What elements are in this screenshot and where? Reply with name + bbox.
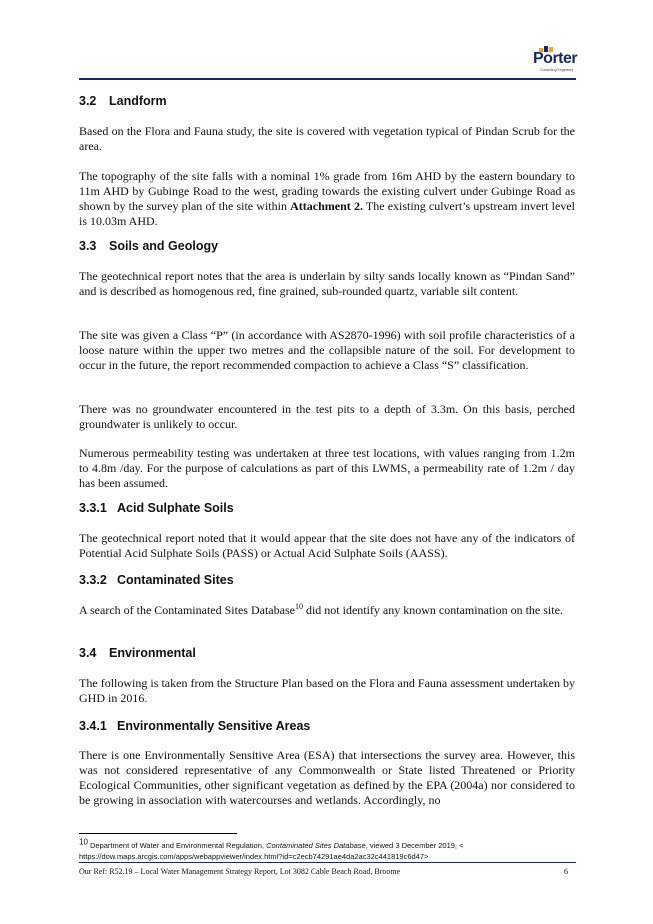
environmental-paragraph: The following is taken from the Structure Plan based on the Flora and Fauna assessment undertaken by GHD in 2016. <box>79 676 575 705</box>
section-heading-3-4: 3.4 Environmental <box>79 646 196 660</box>
section-heading-3-4-1: 3.4.1 Environmentally Sensitive Areas <box>79 719 311 733</box>
landform-paragraph-1: Based on the Flora and Fauna study, the site is covered with vegetation typical of Pindan Scrub for the area. <box>79 124 575 153</box>
logo-wordmark: Porter <box>533 50 578 67</box>
porter-logo <box>533 46 577 76</box>
soils-paragraph-1: The geotechnical report notes that the area is underlain by silty sands locally known as “Pindan Sand” and is described as homogenous red, fine grained, sub-rounded quartz, variable silt content. <box>79 269 575 298</box>
page-footer <box>79 867 576 876</box>
section-heading-3-3-1: 3.3.1 Acid Sulphate Soils <box>79 501 234 515</box>
footnote-10: $^{10}$ Department of Water and Environmental Regulation, Contaminated Sites Database, viewed 3 December 2019, < https://dow.maps.arcgis.com/apps/webappviewer/index.html?id=c2ecb74291ae4da2ac32c441819c6d47> <box>79 837 464 861</box>
header-rule <box>79 78 576 80</box>
section-heading-3-2: 3.2 Landform <box>79 94 167 108</box>
soils-paragraph-4: Numerous permeability testing was undertaken at three test locations, with values ranging from 1.2m to 4.8m /day. For the purpose of calculations as part of this LWMS, a permeability rate of 1.2m / day has been assumed. <box>79 446 575 490</box>
logo-tagline: Consulting Engineers <box>540 68 574 72</box>
page-number: 6 <box>564 867 568 876</box>
footnote-url-link[interactable]: https://dow.maps.arcgis.com/apps/webappviewer/index.html?id=c2ecb74291ae4da2ac32c441819c6d47> <box>79 852 429 861</box>
section-heading-3-3: 3.3 Soils and Geology <box>79 239 219 253</box>
soils-paragraph-2: The site was given a Class “P” (in accordance with AS2870-1996) with soil profile characteristics of a loose nature within the upper two metres and the collapsible nature of the soil. For development to occur in the future, the report recommended compaction to achieve a Class “S” classification. <box>79 328 575 372</box>
contaminated-sites-paragraph: A search of the Contaminated Sites Database$^{10}$ did not identify any known contamination on the site. <box>79 602 563 617</box>
acid-sulphate-paragraph: The geotechnical report noted that it would appear that the site does not have any of the indicators of Potential Acid Sulphate Soils (PASS) or Actual Acid Sulphate Soils (AASS). <box>79 531 575 560</box>
footnote-ref-10[interactable]: 10 <box>294 602 303 611</box>
footnote-rule <box>79 833 237 834</box>
soils-paragraph-3: There was no groundwater encountered in the test pits to a depth of 3.3m. On this basis, perched groundwater is unlikely to occur. <box>79 402 575 431</box>
footer-reference: Our Ref: R52.19 – Local Water Management Strategy Report, Lot 3082 Cable Beach Road, Broome <box>79 867 401 876</box>
landform-paragraph-2: The topography of the site falls with a nominal 1% grade from 16m AHD by the eastern boundary to 11m AHD by Gubinge Road to the west, grading towards the existing culvert under Gubinge Road as shown by the survey plan of the site within Attachment 2. The existing culvert’s upstream invert level is 10.03m AHD. <box>79 169 575 228</box>
footer-rule <box>79 862 576 863</box>
section-heading-3-3-2: 3.3.2 Contaminated Sites <box>79 573 234 587</box>
esa-paragraph: There is one Environmentally Sensitive Area (ESA) that intersections the survey area. However, this was not considered representative of any Commonwealth or State listed Threatened or Priority Ecological Communities, other significant vegetation as defined by the EPA (2004a) nor considered to be growing in association with watercourses and wetlands. Accordingly, no <box>79 748 575 807</box>
